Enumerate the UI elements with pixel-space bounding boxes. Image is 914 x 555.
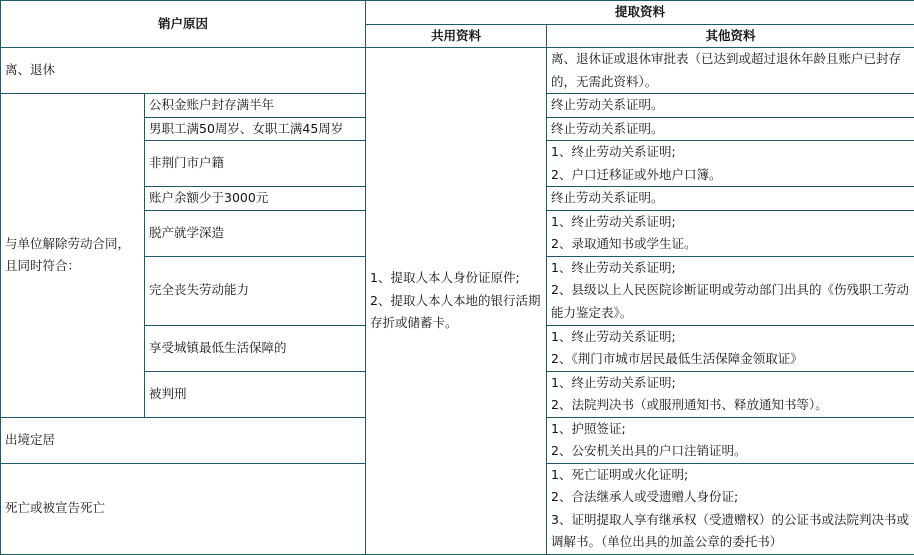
- header-materials: 提取资料: [366, 1, 914, 25]
- shared-materials-cell: [366, 48, 547, 555]
- other-min-living-allowance: [547, 325, 914, 371]
- other-sentenced-line-2: 2、法院判决书（或服刑通知书、释放通知书等）。: [551, 397, 828, 412]
- shared-material-1: 1、提取人本人身份证原件;: [370, 270, 520, 285]
- condition-sentenced: 被判刑: [145, 371, 366, 417]
- condition-account-sealed: 公积金账户封存满半年: [145, 94, 366, 118]
- header-reason: 销户原因: [1, 1, 366, 48]
- reason-emigrate: 出境定居: [1, 417, 366, 463]
- condition-disability: 完全丧失劳动能力: [145, 256, 366, 325]
- other-low-balance: 终止劳动关系证明。: [547, 187, 914, 211]
- other-death-line-2: 2、合法继承人或受遗赠人身份证;: [551, 489, 739, 504]
- other-sentenced-line-1: 1、终止劳动关系证明;: [551, 374, 676, 390]
- reason-terminate-contract: 与单位解除劳动合同，且同时符合：: [1, 94, 145, 418]
- other-retire: 离、退休证或退休审批表（已达到或超过退休年龄且账户已封存的，无需此资料）。: [547, 48, 914, 94]
- other-emigrate-line-1: 1、护照签证;: [551, 420, 626, 436]
- other-sentenced: [547, 371, 914, 417]
- other-study-line-2: 2、录取通知书或学生证。: [551, 236, 697, 251]
- condition-min-living-allowance: 享受城镇最低生活保障的: [145, 325, 366, 371]
- other-non-local-line-1: 1、终止劳动关系证明;: [551, 144, 676, 159]
- other-non-local-household: [547, 141, 914, 187]
- condition-age: 男职工满50周岁、女职工满45周岁: [145, 117, 366, 141]
- other-non-local-line-2: 2、户口迁移证或外地户口簿。: [551, 166, 722, 182]
- other-death: [547, 463, 914, 554]
- reason-retire: 离、退休: [1, 48, 366, 94]
- other-allowance-line-2: 2、《荆门市城市居民最低生活保障金领取证》: [551, 351, 803, 366]
- other-disability-line-2: 2、县级以上人民医院诊断证明或劳动部门出具的《伤残职工劳动能力鉴定表》。: [551, 282, 909, 320]
- other-full-time-study: [547, 210, 914, 256]
- other-emigrate-line-2: 2、公安机关出具的户口注销证明。: [551, 443, 747, 458]
- other-disability: [547, 256, 914, 325]
- other-death-line-1: 1、死亡证明或火化证明;: [551, 466, 689, 482]
- header-shared-materials: 共用资料: [366, 24, 547, 48]
- other-account-sealed: 终止劳动关系证明。: [547, 94, 914, 118]
- condition-full-time-study: 脱产就学深造: [145, 210, 366, 256]
- shared-material-2: 2、提取人本人本地的银行活期存折或储蓄卡。: [370, 292, 541, 330]
- other-emigrate: [547, 417, 914, 463]
- other-study-line-1: 1、终止劳动关系证明;: [551, 213, 676, 229]
- other-death-line-3: 3、证明提取人享有继承权（受遗赠权）的公证书或法院判决书或调解书。（单位出具的加盖公章的委托书）: [551, 511, 909, 549]
- other-allowance-line-1: 1、终止劳动关系证明;: [551, 328, 676, 344]
- condition-low-balance: 账户余额少于3000元: [145, 187, 366, 211]
- reason-death: 死亡或被宣告死亡: [1, 463, 366, 554]
- header-other-materials: 其他资料: [547, 24, 914, 48]
- other-age: 终止劳动关系证明。: [547, 117, 914, 141]
- condition-non-local-household: 非荆门市户籍: [145, 141, 366, 187]
- other-disability-line-1: 1、终止劳动关系证明;: [551, 259, 676, 275]
